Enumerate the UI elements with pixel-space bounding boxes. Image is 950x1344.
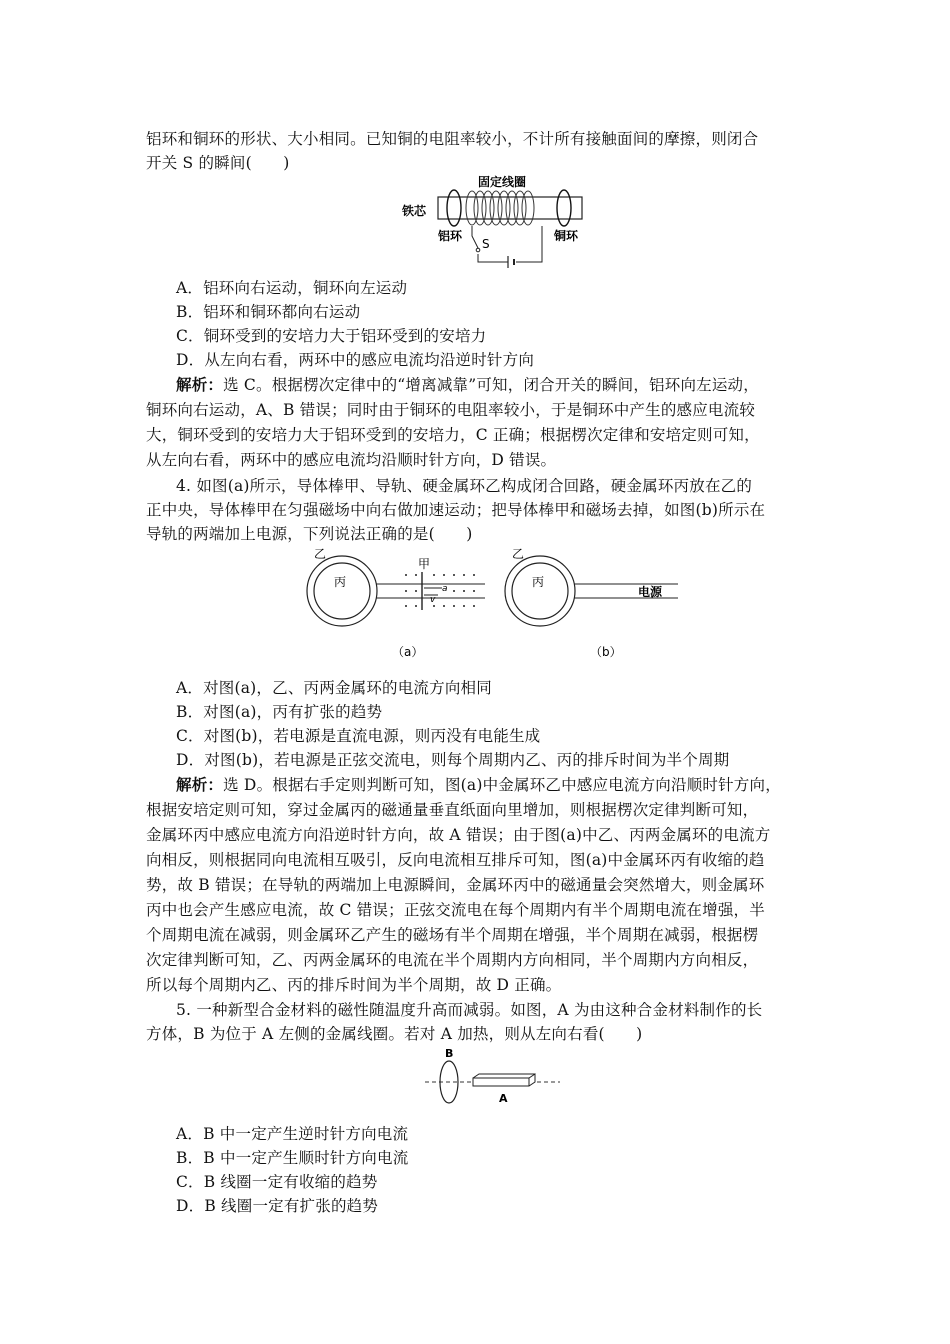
analysis-label: 解析： bbox=[176, 775, 224, 794]
q5-option-d: D．B 线圈一定有扩张的趋势 bbox=[176, 1197, 379, 1215]
q3-option-c: C．铜环受到的安培力大于铝环受到的安培力 bbox=[176, 327, 487, 345]
aluminum-label: 铝环 bbox=[438, 229, 463, 243]
q3-stem-line: 铝环和铜环的形状、大小相同。已知铜的电阻率较小，不计所有接触面间的摩擦，则闭合 bbox=[146, 130, 759, 148]
caption-a: （a） bbox=[392, 645, 424, 659]
q3-analysis-line: 大，铜环受到的安培力大于铝环受到的安培力，C 正确；根据楞次定律和安培定则可知， bbox=[146, 426, 760, 444]
ring-yi-b bbox=[505, 556, 575, 626]
q4-stem-line: 导轨的两端加上电源，下列说法正确的是( ) bbox=[146, 525, 473, 543]
accel-label: a bbox=[442, 584, 448, 594]
q3-option-d: D．从左向右看，两环中的感应电流均沿逆时针方向 bbox=[176, 351, 535, 369]
coil-loops bbox=[466, 191, 534, 225]
q5-stem-line: 方体，B 为位于 A 左侧的金属线圈。若对 A 加热，则从左向右看( ) bbox=[146, 1025, 643, 1043]
q4-analysis-line: 丙中也会产生感应电流，故 C 错误；正弦交流电在每个周期内有半个周期电流在增强，半 bbox=[146, 901, 765, 919]
switch-label: S bbox=[482, 237, 490, 251]
jia-label: 甲 bbox=[418, 557, 431, 571]
aluminum-ring bbox=[447, 190, 461, 226]
q5-stem-line: 5. 一种新型合金材料的磁性随温度升高而减弱。如图，A 为由这种合金材料制作的长 bbox=[176, 1001, 763, 1019]
q4-analysis-line: 解析：选 D。根据右手定则判断可知，图(a)中金属环乙中感应电流方向沿顺时针方向， bbox=[176, 775, 781, 794]
q3-analysis-line: 从左向右看，两环中的感应电流均沿顺时针方向，D 错误。 bbox=[146, 451, 557, 469]
ring-yi-a bbox=[307, 556, 377, 626]
block-a bbox=[473, 1074, 535, 1086]
q4-option-d: D．对图(b)，若电源是正弦交流电，则每个周期内乙、丙的排斥时间为半个周期 bbox=[176, 751, 730, 769]
q3-option-a: A．铝环向右运动，铜环向左运动 bbox=[176, 279, 408, 297]
q5-option-a: A．B 中一定产生逆时针方向电流 bbox=[176, 1125, 409, 1143]
q3-stem-line: 开关 S 的瞬间( ) bbox=[146, 154, 290, 172]
field-dots bbox=[405, 574, 475, 607]
q4-analysis-line: 个周期电流在减弱，则金属环乙产生的磁场有半个周期在增强，半个周期在减弱，根据楞 bbox=[146, 926, 759, 944]
q4-analysis-line: 金属环丙中感应电流方向沿逆时针方向，故 A 错误；由于图(a)中乙、丙两金属环的电流方 bbox=[146, 826, 771, 844]
ring-yi-inner-b bbox=[512, 563, 568, 619]
yi-label-b: 乙 bbox=[512, 547, 525, 561]
q3-figure bbox=[400, 170, 600, 270]
analysis-label: 解析： bbox=[176, 375, 224, 394]
q5-option-c: C．B 线圈一定有收缩的趋势 bbox=[176, 1173, 378, 1191]
copper-ring bbox=[557, 190, 571, 226]
bing-label-a: 丙 bbox=[334, 575, 347, 589]
caption-b: （b） bbox=[590, 645, 622, 659]
q4-option-a: A．对图(a)，乙、丙两金属环的电流方向相同 bbox=[176, 679, 492, 697]
switch-contact bbox=[476, 248, 480, 252]
q4-analysis-line: 向相反，则根据同向电流相互吸引，反向电流相互排斥可知，图(a)中金属环丙有收缩的趋 bbox=[146, 851, 765, 869]
q5-figure bbox=[425, 1046, 565, 1108]
q5-option-b: B．B 中一定产生顺时针方向电流 bbox=[176, 1149, 409, 1167]
q4-figure bbox=[300, 544, 680, 664]
q3-analysis-line: 铜环向右运动，A、B 错误；同时由于铜环的电阻率较小，于是铜环中产生的感应电流较 bbox=[146, 401, 756, 419]
b-label: B bbox=[445, 1047, 454, 1060]
q4-analysis-line: 根据安培定则可知，穿过金属丙的磁通量垂直纸面向里增加，则根据楞次定律判断可知， bbox=[146, 801, 759, 819]
q4-option-c: C．对图(b)，若电源是直流电源，则丙没有电能生成 bbox=[176, 727, 541, 745]
bing-label-b: 丙 bbox=[532, 575, 545, 589]
q4-analysis-line: 次定律判断可知，乙、丙两金属环的电流在半个周期内方向相同，半个周期内方向相反， bbox=[146, 951, 759, 969]
power-label: 电源 bbox=[638, 585, 663, 599]
core-label: 铁芯 bbox=[402, 204, 427, 218]
a-label: A bbox=[499, 1092, 508, 1105]
coil-label: 固定线圈 bbox=[478, 175, 527, 189]
q3-option-b: B．铝环和铜环都向右运动 bbox=[176, 303, 361, 321]
copper-label: 铜环 bbox=[554, 229, 579, 243]
q4-analysis-line: 势，故 B 错误；在导轨的两端加上电源瞬间，金属环丙中的磁通量会突然增大，则金属环 bbox=[146, 876, 765, 894]
yi-label-a: 乙 bbox=[314, 547, 327, 561]
ring-yi-inner-a bbox=[314, 563, 370, 619]
q4-stem-line: 4. 如图(a)所示，导体棒甲、导轨、硬金属环乙构成闭合回路，硬金属环丙放在乙的 bbox=[176, 477, 753, 495]
q4-analysis-line: 所以每个周期内乙、丙的排斥时间为半个周期，故 D 正确。 bbox=[146, 976, 562, 994]
q4-stem-line: 正中央，导体棒甲在匀强磁场中向右做加速运动；把导体棒甲和磁场去掉，如图(b)所示在 bbox=[146, 501, 766, 519]
q4-option-b: B．对图(a)，丙有扩张的趋势 bbox=[176, 703, 383, 721]
velocity-label: v bbox=[430, 595, 436, 605]
q3-analysis-line: 解析：选 C。根据楞次定律中的“增离减靠”可知，闭合开关的瞬间，铝环向左运动， bbox=[176, 375, 759, 394]
